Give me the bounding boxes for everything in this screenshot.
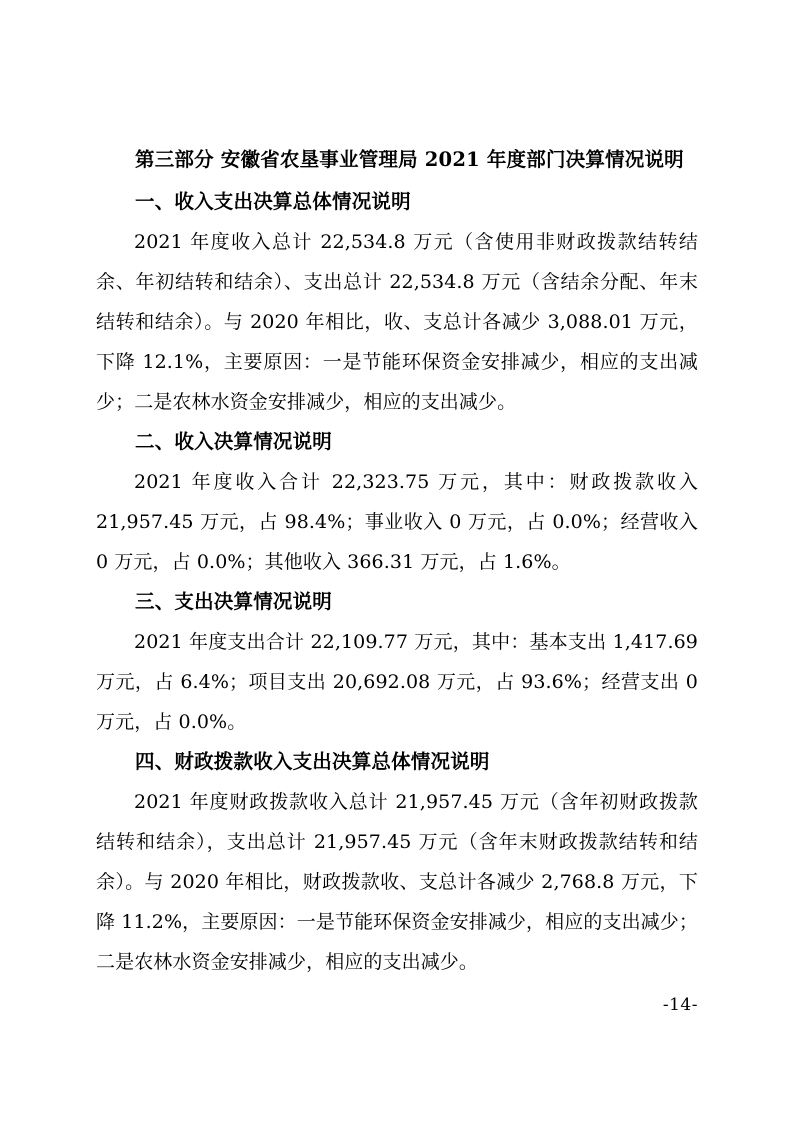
section-heading-2: 二、收入决算情况说明 [135, 430, 333, 453]
section-paragraph-2: 2021 年度收入合计 22,323.75 万元，其中：财政拨款收入 21,957.45 万元，占 98.4%；事业收入 0 万元，占 0.0%；经营收入 0 万元，占 0.0%；其他收入 366.31 万元，占 1.6%。 [96, 471, 698, 573]
section-paragraph-1: 2021 年度收入总计 22,534.8 万元（含使用非财政拨款结转结余、年初结转和结余）、支出总计 22,534.8 万元（含结余分配、年末结转和结余）。与 2020 年相比，收、支总计各减少 3,088.01 万元，下降 12.1%，主要原因：一是节能环保资金安排减少，相应的支出减少；二是农林水资金安排减少，相应的支出减少。 [96, 231, 698, 413]
section-heading-4: 四、财政拨款收入支出决算总体情况说明 [135, 750, 490, 773]
section-paragraph-4: 2021 年度财政拨款收入总计 21,957.45 万元（含年初财政拨款结转和结余），支出总计 21,957.45 万元（含年末财政拨款结转和结余）。与 2020 年相比，财政拨款收、支总计各减少 2,768.8 万元，下降 11.2%，主要原因：一是节能环保资金安排减少，相应的支出减少；二是农林水资金安排减少，相应的支出减少。 [96, 791, 698, 973]
section-heading-1: 一、收入支出决算总体情况说明 [135, 190, 411, 213]
section-paragraph-3: 2021 年度支出合计 22,109.77 万元，其中：基本支出 1,417.69 万元，占 6.4%；项目支出 20,692.08 万元，占 93.6%；经营支出 0 万元，占 0.0%。 [96, 631, 698, 733]
section-heading-3: 三、支出决算情况说明 [135, 590, 333, 613]
page-title: 第三部分 安徽省农垦事业管理局 2021 年度部门决算情况说明 [135, 148, 684, 171]
page-number: -14- [662, 995, 698, 1015]
